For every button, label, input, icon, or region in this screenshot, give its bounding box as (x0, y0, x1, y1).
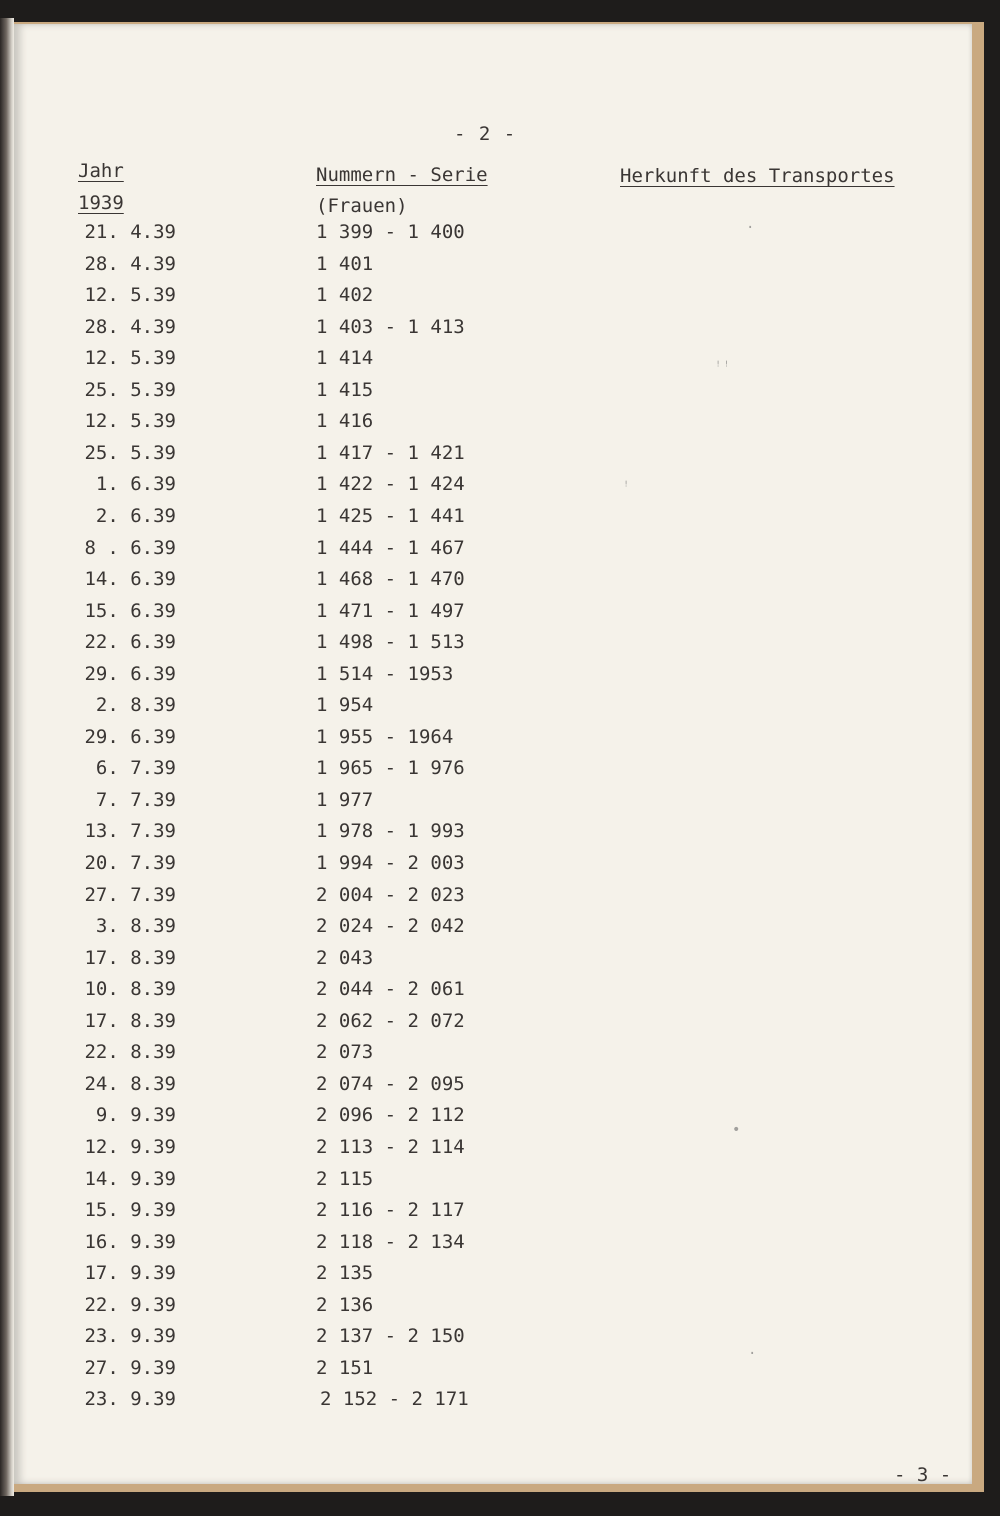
paper-speck: · (746, 220, 755, 236)
number-series: 2 151 (316, 1356, 374, 1379)
transport-date: 17. 8.39 (84, 1009, 176, 1032)
number-series: 1 955 - 1964 (316, 725, 454, 748)
year-value: 1939 (78, 192, 124, 214)
transport-date: 21. 4.39 (84, 221, 176, 243)
transport-date: 8 . 6.39 (84, 536, 176, 559)
transport-date: 13. 7.39 (84, 820, 176, 843)
series-column-header: Nummern - Serie (316, 164, 488, 186)
transport-date: 28. 4.39 (84, 315, 176, 338)
number-series: 2 113 - 2 114 (316, 1135, 465, 1158)
year-column-header: Jahr (78, 160, 124, 182)
number-series: 2 074 - 2 095 (316, 1072, 465, 1095)
paper-speck: ꜝꜝ (714, 359, 731, 375)
paper-speck: · (748, 1346, 757, 1362)
number-series: 1 514 - 1953 (316, 662, 454, 685)
transport-date: 17. 9.39 (84, 1262, 176, 1285)
number-series: 1 954 (316, 694, 374, 717)
transport-date: 16. 9.39 (84, 1230, 176, 1253)
number-series: 2 116 - 2 117 (316, 1199, 465, 1222)
transport-date: 1. 6.39 (95, 473, 176, 496)
number-series: 2 136 (316, 1293, 374, 1316)
next-page-number: - 3 - (894, 1464, 952, 1486)
transport-date: 22. 9.39 (84, 1293, 176, 1316)
transport-date: 10. 8.39 (84, 978, 176, 1001)
number-series: 2 118 - 2 134 (316, 1230, 465, 1253)
number-series: 1 965 - 1 976 (316, 757, 465, 780)
number-series: 2 044 - 2 061 (316, 978, 465, 1001)
number-series: 2 096 - 2 112 (316, 1104, 465, 1127)
transport-date: 2. 6.39 (95, 504, 176, 527)
transport-date: 27. 9.39 (84, 1356, 176, 1379)
transport-date: 15. 6.39 (84, 599, 176, 622)
number-series: 2 024 - 2 042 (316, 915, 465, 938)
binder-spine (0, 18, 14, 1496)
transport-date: 7. 7.39 (95, 788, 176, 811)
number-series: 1 403 - 1 413 (316, 315, 465, 338)
number-series: 1 425 - 1 441 (316, 504, 465, 527)
transport-date: 25. 5.39 (84, 378, 176, 401)
number-series: 1 422 - 1 424 (316, 473, 465, 496)
transport-date: 9. 9.39 (95, 1104, 176, 1127)
number-series: 2 115 (316, 1167, 374, 1190)
number-series: 2 004 - 2 023 (316, 883, 465, 906)
number-series: 1 401 (316, 252, 374, 275)
transport-date: 2. 8.39 (95, 694, 176, 717)
transport-date: 12. 5.39 (84, 347, 176, 370)
number-series: 1 399 - 1 400 (316, 221, 465, 243)
transport-date: 14. 9.39 (84, 1167, 176, 1190)
transport-date: 3. 8.39 (95, 915, 176, 938)
transport-date: 23. 9.39 (84, 1388, 176, 1411)
transport-date: 12. 5.39 (84, 284, 176, 307)
number-series: 2 043 (316, 946, 374, 969)
number-series: 1 417 - 1 421 (316, 441, 465, 464)
transport-date: 29. 6.39 (84, 725, 176, 748)
transport-date: 15. 9.39 (84, 1199, 176, 1222)
paper-speck: ꜝ (622, 479, 631, 495)
transport-date: 29. 6.39 (84, 662, 176, 685)
transport-date: 25. 5.39 (84, 441, 176, 464)
number-series: 1 498 - 1 513 (316, 631, 465, 654)
number-series: 2 062 - 2 072 (316, 1009, 465, 1032)
number-series: 2 135 (316, 1262, 374, 1285)
number-series: 1 414 (316, 347, 374, 370)
number-series: 1 994 - 2 003 (316, 852, 465, 874)
transport-date: 6. 7.39 (95, 757, 176, 780)
transport-date: 22. 6.39 (84, 631, 176, 654)
number-series: 1 415 (316, 378, 374, 401)
transport-date: 23. 9.39 (84, 1325, 176, 1348)
page-number: - 2 - (454, 123, 517, 145)
number-series: 2 073 (316, 1041, 374, 1064)
origin-column-header: Herkunft des Transportes (620, 165, 895, 187)
paper-speck: • (732, 1122, 741, 1138)
transport-date: 17. 8.39 (84, 946, 176, 969)
transport-date: 22. 8.39 (84, 1041, 176, 1064)
number-series: 1 977 (316, 788, 374, 811)
document-page (14, 24, 972, 1484)
number-series: 1 444 - 1 467 (316, 536, 465, 559)
number-series: 1 978 - 1 993 (316, 820, 465, 843)
transport-date: 24. 8.39 (84, 1072, 176, 1095)
transport-date: 12. 5.39 (84, 410, 176, 433)
number-series: 1 402 (316, 284, 374, 307)
transport-date: 27. 7.39 (84, 883, 176, 906)
number-series: 1 471 - 1 497 (316, 599, 465, 622)
transport-date: 12. 9.39 (84, 1135, 176, 1158)
number-series: 2 137 - 2 150 (316, 1325, 465, 1348)
transport-date: 28. 4.39 (84, 252, 176, 275)
series-note: (Frauen) (316, 195, 408, 217)
number-series: 2 152 - 2 171 (320, 1388, 469, 1411)
transport-date: 14. 6.39 (84, 568, 176, 591)
number-series: 1 468 - 1 470 (316, 568, 465, 591)
transport-date: 20. 7.39 (84, 852, 176, 874)
number-series: 1 416 (316, 410, 374, 433)
